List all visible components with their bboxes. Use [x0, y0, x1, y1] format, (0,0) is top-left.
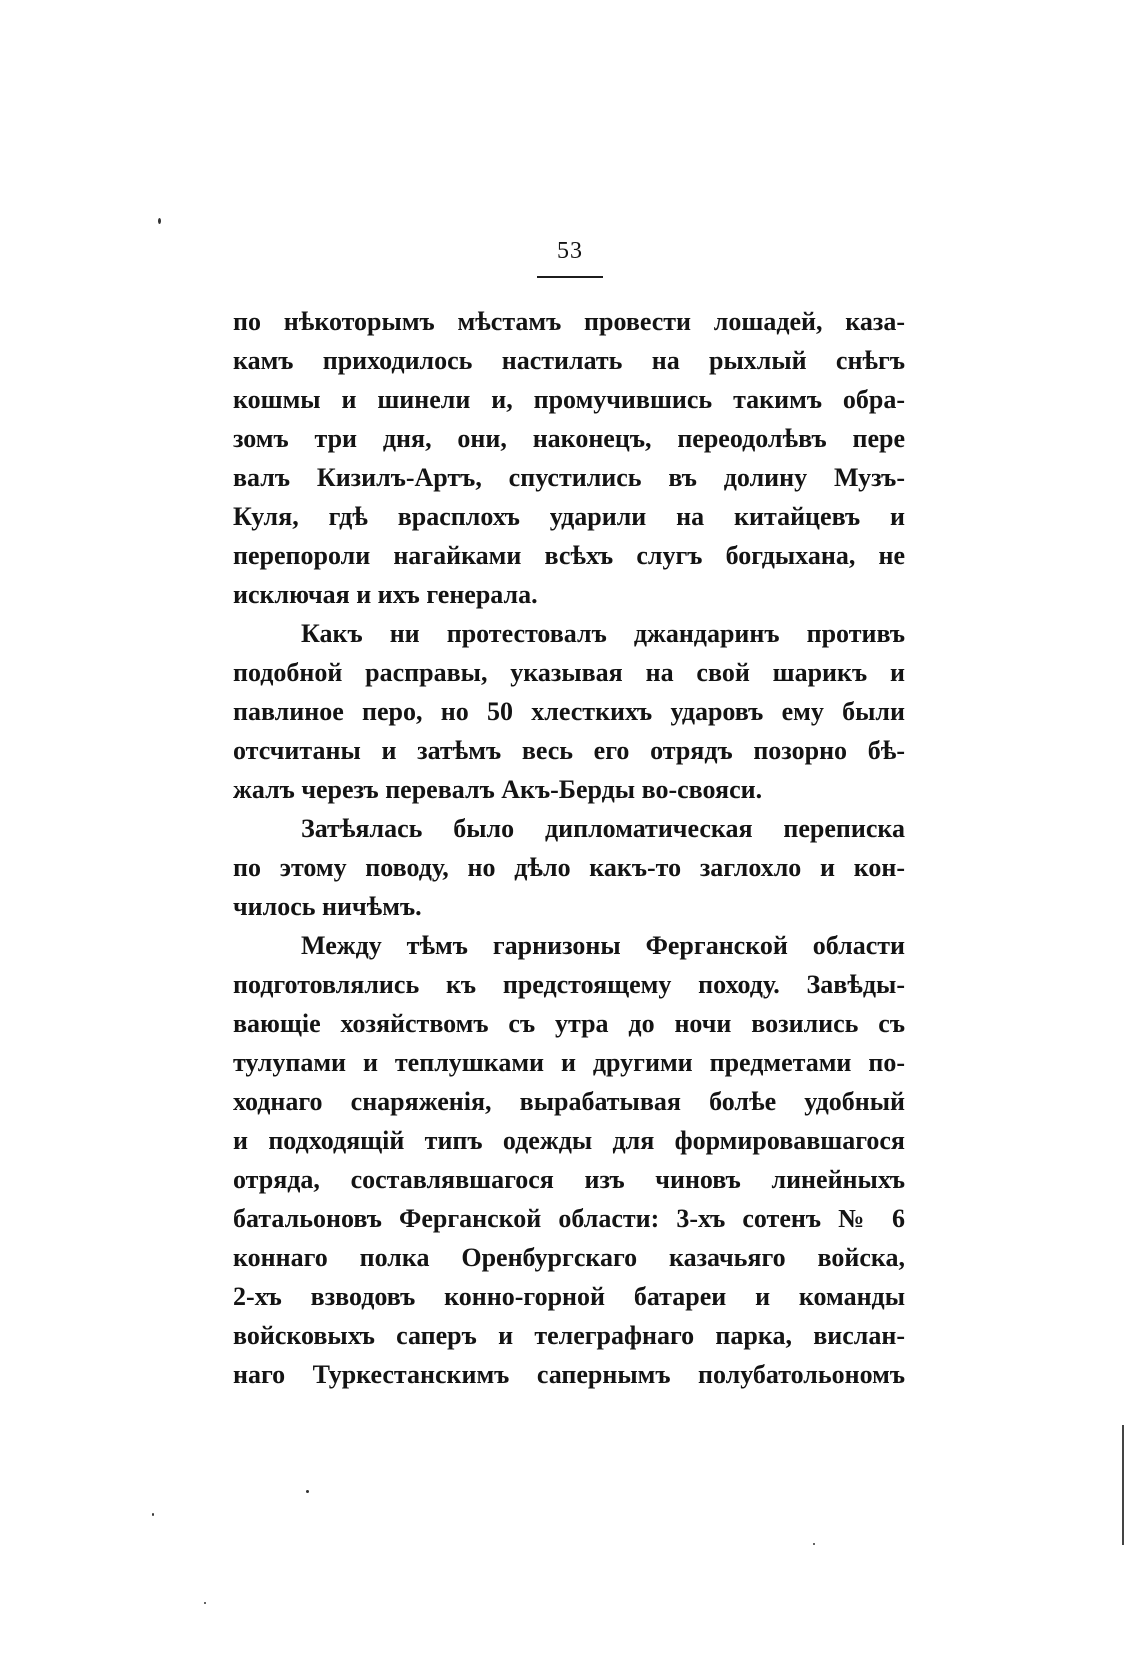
text-line: камъ приходилось настилать на рыхлый снѣгъ [233, 346, 905, 375]
text-line: по нѣкоторымъ мѣстамъ провести лошадей, каза- [233, 307, 905, 336]
text-line: 2-хъ взводовъ конно-горной батареи и команды [233, 1282, 905, 1311]
text-line: Какъ ни протестовалъ джандаринъ противъ [301, 619, 905, 648]
text-line: исключая и ихъ генерала. [233, 580, 538, 609]
scan-speck [152, 1513, 154, 1516]
text-line: Затѣялась было дипломатическая переписка [301, 814, 905, 843]
text-line: Между тѣмъ гарнизоны Ферганской области [301, 931, 905, 960]
text-line: батальоновъ Ферганской области: 3-хъ сотенъ № 6 [233, 1204, 905, 1233]
text-line: наго Туркестанскимъ сапернымъ полубатольономъ [233, 1360, 905, 1389]
text-line: подготовлялись къ предстоящему походу. Завѣды- [233, 970, 905, 999]
text-line: перепороли нагайками всѣхъ слугъ богдыхана, не [233, 541, 905, 570]
text-line: Куля, гдѣ врасплохъ ударили на китайцевъ и [233, 502, 905, 531]
scan-speck [813, 1543, 815, 1545]
text-line: тулупами и теплушками и другими предметами по- [233, 1048, 905, 1077]
text-line: войсковыхъ саперъ и телеграфнаго парка, вислан- [233, 1321, 905, 1350]
scan-speck [306, 1490, 309, 1493]
text-line: подобной расправы, указывая на свой шарикъ и [233, 658, 905, 687]
page-number: 53 [557, 238, 583, 264]
text-line: жалъ черезъ перевалъ Акъ-Берды во-свояси. [233, 775, 763, 804]
scan-speck [158, 218, 161, 224]
page-number-rule [537, 276, 603, 278]
text-line: валъ Кизилъ-Артъ, спустились въ долину Музъ- [233, 463, 905, 492]
scan-edge-line [1122, 1425, 1124, 1545]
scan-speck [204, 1602, 206, 1604]
text-line: отряда, составлявшагося изъ чиновъ линейныхъ [233, 1165, 905, 1194]
text-line: чилось ничѣмъ. [233, 892, 422, 921]
text-line: павлиное перо, но 50 хлесткихъ ударовъ ему были [233, 697, 905, 726]
body-text [233, 302, 905, 1394]
text-line: и подходящій типъ одежды для формировавшагося [233, 1126, 905, 1155]
text-line: коннаго полка Оренбургскаго казачьяго войска, [233, 1243, 905, 1272]
text-line: ходнаго снаряженія, вырабатывая болѣе удобный [233, 1087, 905, 1116]
text-line: кошмы и шинели и, промучившись такимъ обра- [233, 385, 905, 414]
text-line: зомъ три дня, они, наконецъ, переодолѣвъ пере [233, 424, 905, 453]
text-line: по этому поводу, но дѣло какъ-то заглохло и кон- [233, 853, 905, 882]
text-line: отсчитаны и затѣмъ весь его отрядъ позорно бѣ- [233, 736, 905, 765]
text-line: вающіе хозяйствомъ съ утра до ночи возились съ [233, 1009, 905, 1038]
